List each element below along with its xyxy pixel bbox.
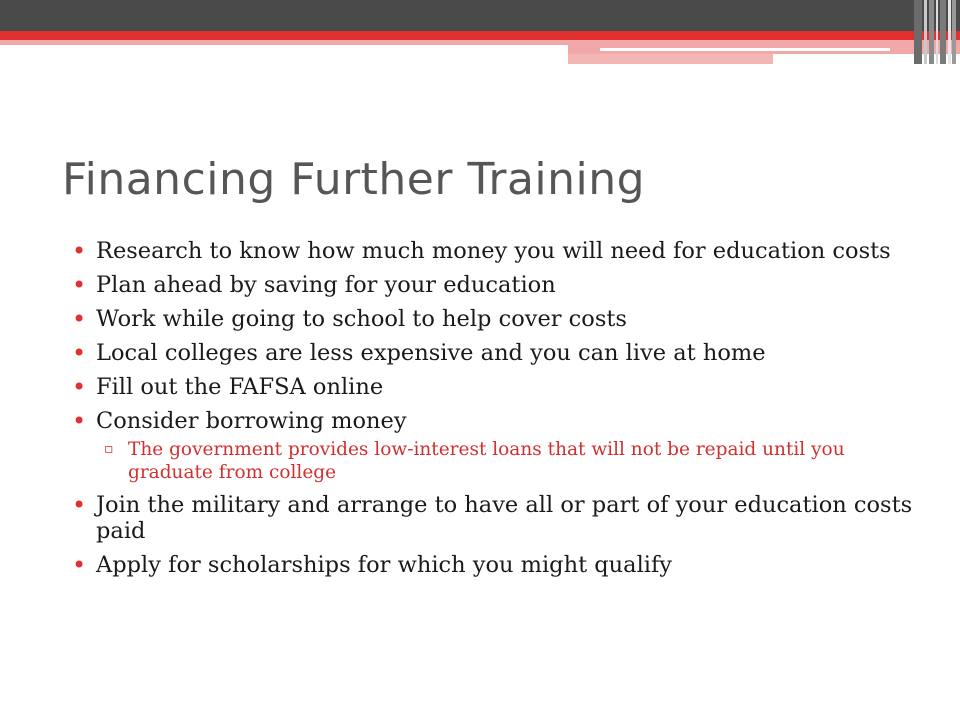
- bullet-item: [72, 552, 932, 578]
- bullet-item: [72, 272, 932, 298]
- bullet-item: [72, 340, 932, 366]
- bullet-text: Plan ahead by saving for your education: [96, 272, 556, 298]
- sub-bullet-item: [72, 438, 932, 484]
- header-banner: [0, 0, 960, 70]
- bullet-item: [72, 238, 932, 264]
- bullet-icon: •: [72, 551, 87, 579]
- banner-highlight-line: [600, 48, 890, 51]
- bullet-icon: •: [72, 373, 87, 401]
- banner-stripe: [929, 0, 934, 64]
- bullet-icon: •: [72, 237, 87, 265]
- banner-pink-bar: [568, 40, 960, 54]
- bullet-item: [72, 306, 932, 332]
- bullet-icon: •: [72, 339, 87, 367]
- bullet-item: [72, 374, 932, 400]
- bullet-item: [72, 408, 932, 434]
- banner-stripe: [940, 0, 946, 64]
- bullet-text: Join the military and arrange to have all or part of your education costs paid: [96, 492, 913, 544]
- bullet-icon: •: [72, 271, 87, 299]
- bullet-icon: •: [72, 305, 87, 333]
- banner-red-bar: [0, 31, 960, 40]
- bullet-text: Fill out the FAFSA online: [96, 374, 384, 400]
- bullet-text: Consider borrowing money: [96, 408, 407, 434]
- bullet-icon: •: [72, 407, 87, 435]
- bullet-text: Research to know how much money you will need for education costs: [96, 238, 891, 264]
- banner-stripe: [948, 0, 951, 64]
- bullet-text: Apply for scholarships for which you might qualify: [96, 552, 673, 578]
- bullet-item: [72, 492, 932, 544]
- banner-stripe: [924, 0, 927, 64]
- bullet-list: [72, 238, 932, 586]
- banner-stripe: [936, 0, 938, 64]
- bullet-text: Work while going to school to help cover costs: [96, 306, 627, 332]
- banner-pink-bar: [0, 40, 568, 45]
- banner-stripe: [952, 0, 956, 64]
- banner-dark-bar: [0, 0, 960, 31]
- sub-bullet-text: The government provides low-interest loans that will not be repaid until you graduate from college: [128, 439, 845, 483]
- bullet-icon: •: [72, 491, 87, 519]
- banner-stripe: [914, 0, 922, 64]
- sub-bullet-icon: ▫: [104, 441, 114, 457]
- bullet-text: Local colleges are less expensive and you can live at home: [96, 340, 766, 366]
- slide-title: Financing Further Training: [62, 154, 646, 205]
- banner-pink-bar: [568, 54, 773, 64]
